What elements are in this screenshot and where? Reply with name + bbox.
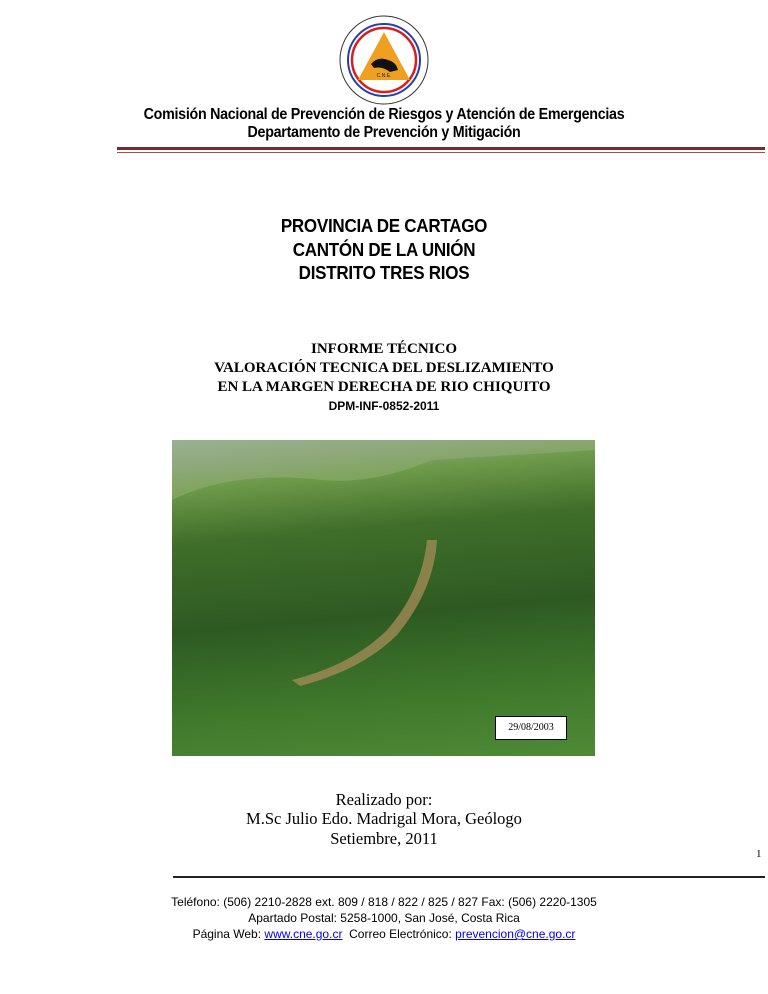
header-org-name: Comisión Nacional de Prevención de Riesgos y Atención de Emergencias — [143, 106, 625, 123]
footer-divider — [173, 876, 765, 878]
title-canton: CANTÓN DE LA UNIÓN — [292, 239, 476, 260]
footer-phone: Teléfono: (506) 2210-2828 ext. 809 / 818 / 822 / 825 / 827 Fax: (506) 2220-1305 — [171, 895, 597, 909]
page-number: 1 — [756, 848, 762, 860]
header-department: Departamento de Prevención y Mitigación — [247, 124, 521, 141]
footer-contact — [0, 927, 768, 941]
cne-logo — [338, 14, 430, 106]
footer-postal: Apartado Postal: 5258-1000, San José, Costa Rica — [248, 911, 520, 925]
email-link[interactable]: prevencion@cne.go.cr — [455, 927, 576, 941]
author-label: Realizado por: — [335, 790, 433, 809]
landslide-aerial-photo — [172, 440, 595, 756]
title-district: DISTRITO TRES RIOS — [298, 262, 470, 283]
photo-date-label: 29/08/2003 — [495, 716, 567, 740]
report-title-2: EN LA MARGEN DERECHA DE RIO CHIQUITO — [217, 379, 551, 395]
header-divider — [117, 147, 765, 150]
report-title-1: VALORACIÓN TECNICA DEL DESLIZAMIENTO — [214, 360, 554, 376]
report-type: INFORME TÉCNICO — [311, 341, 457, 357]
website-link[interactable]: www.cne.go.cr — [264, 927, 343, 941]
author-name: M.Sc Julio Edo. Madrigal Mora, Geólogo — [246, 809, 522, 828]
web-label: Página Web: — [192, 927, 265, 941]
report-code: DPM-INF-0852-2011 — [328, 399, 440, 413]
title-province: PROVINCIA DE CARTAGO — [280, 215, 488, 236]
report-date: Setiembre, 2011 — [330, 829, 438, 848]
header-divider-thin — [117, 152, 765, 153]
svg-text:C.N.E.: C.N.E. — [376, 73, 392, 79]
email-label: Correo Electrónico: — [342, 927, 456, 941]
